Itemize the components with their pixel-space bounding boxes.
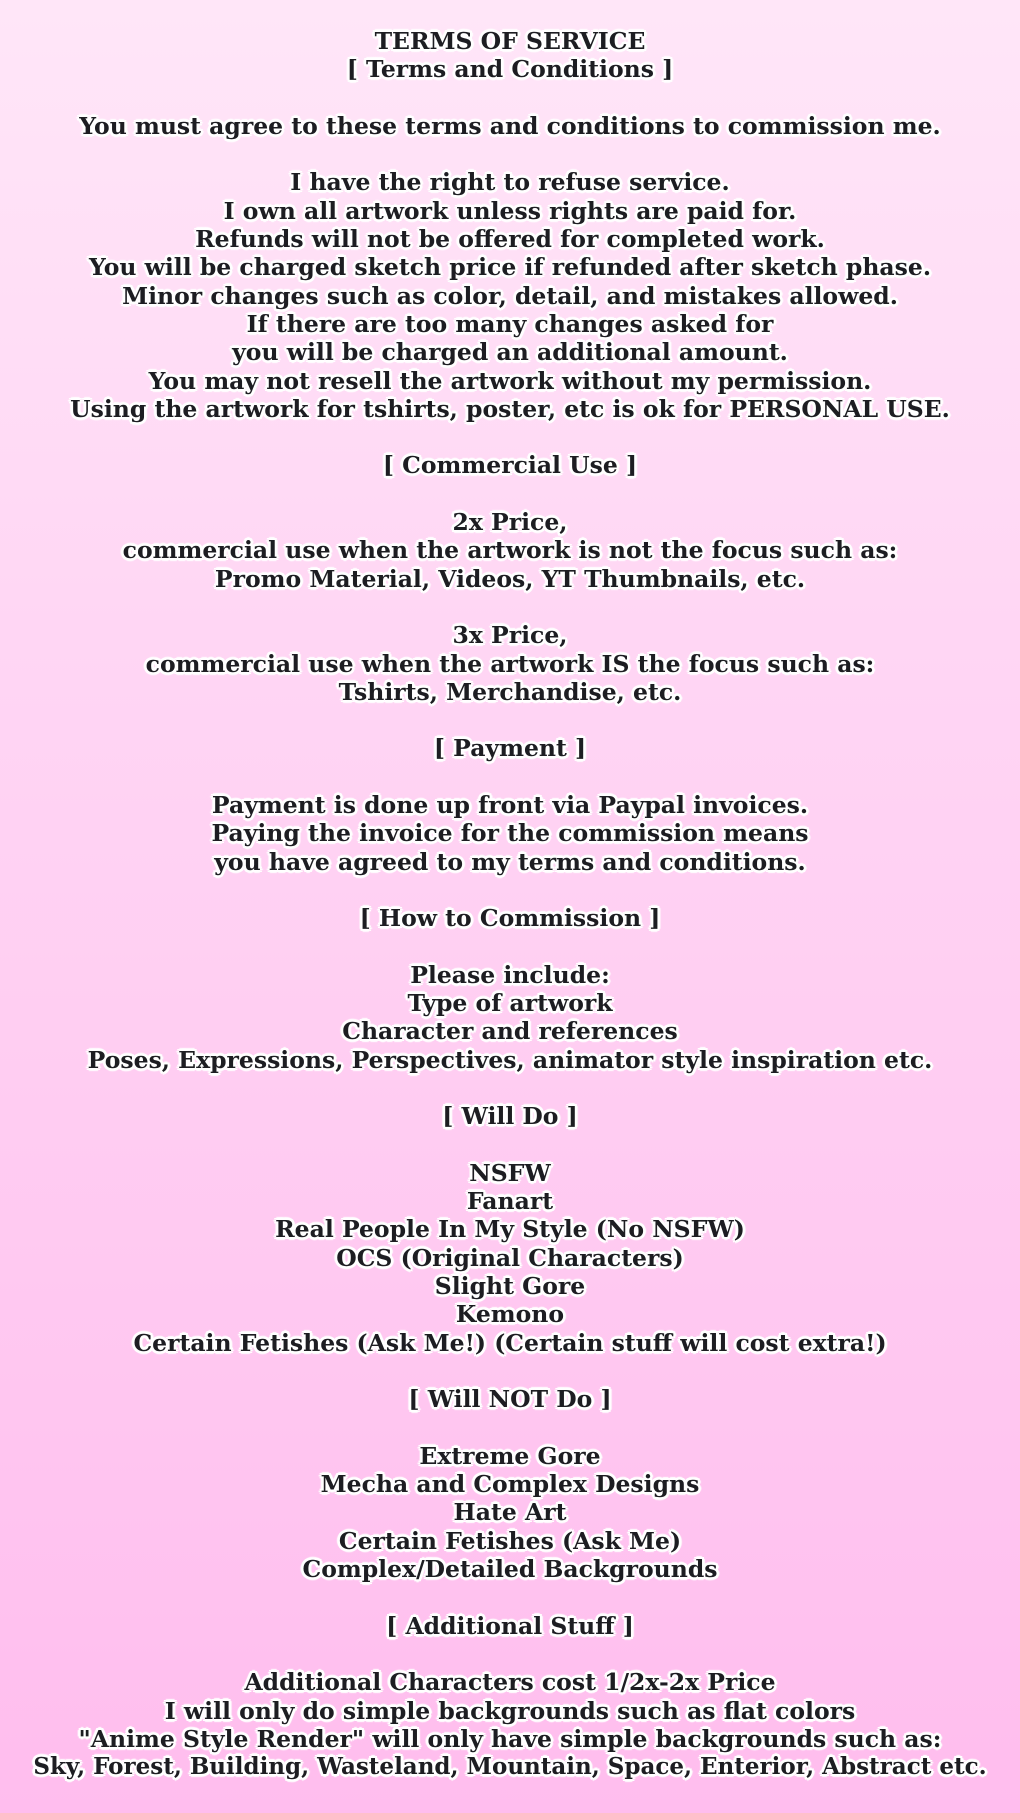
term-line: I own all artwork unless rights are paid for.: [223, 196, 797, 225]
commercial-use-heading: [ Commercial Use ]: [382, 451, 638, 480]
will-do-item: NSFW: [469, 1158, 551, 1187]
commercial-2x-line: commercial use when the artwork is not the focus such as:: [122, 536, 898, 565]
spacer: [0, 876, 1020, 904]
commercial-3x-line: 3x Price,: [452, 621, 568, 650]
intro-text: You must agree to these terms and conditions to commission me.: [79, 111, 941, 140]
term-line: Refunds will not be offered for completed work.: [195, 225, 825, 254]
spacer: [0, 1074, 1020, 1102]
will-do-heading: [ Will Do ]: [442, 1102, 578, 1131]
additional-line: Sky, Forest, Building, Wasteland, Mountain, Space, Enterior, Abstract etc.: [33, 1753, 987, 1781]
how-to-line: Please include:: [410, 960, 610, 989]
will-not-do-item: Hate Art: [453, 1498, 567, 1527]
commercial-2x-line: Promo Material, Videos, YT Thumbnails, etc.: [214, 564, 806, 593]
how-to-line: Character and references: [342, 1017, 678, 1046]
payment-line: Payment is done up front via Paypal invoices.: [211, 791, 809, 820]
will-not-do-item: Certain Fetishes (Ask Me): [338, 1526, 682, 1555]
spacer: [0, 140, 1020, 168]
will-do-item: Slight Gore: [434, 1272, 586, 1301]
payment-line: you have agreed to my terms and conditions.: [214, 847, 806, 876]
term-line: I have the right to refuse service.: [290, 168, 730, 197]
additional-stuff-heading: [ Additional Stuff ]: [386, 1611, 634, 1640]
additional-line: I will only do simple backgrounds such as flat colors: [164, 1696, 856, 1725]
term-line: you will be charged an additional amount.: [232, 338, 788, 367]
term-line: Minor changes such as color, detail, and mistakes allowed.: [122, 281, 898, 310]
spacer: [0, 84, 1020, 112]
will-do-item: OCS (Original Characters): [336, 1243, 684, 1272]
spacer: [0, 480, 1020, 508]
how-to-line: Poses, Expressions, Perspectives, animator style inspiration etc.: [87, 1045, 933, 1074]
how-to-line: Type of artwork: [407, 989, 613, 1018]
terms-heading: [ Terms and Conditions ]: [346, 55, 674, 84]
will-do-item: Real People In My Style (No NSFW): [275, 1215, 745, 1244]
spacer: [0, 1131, 1020, 1159]
will-do-item: Fanart: [466, 1187, 554, 1216]
commercial-3x-line: commercial use when the artwork IS the focus such as:: [145, 649, 875, 678]
spacer: [0, 1583, 1020, 1611]
will-do-item: Kemono: [455, 1300, 565, 1329]
additional-line: "Anime Style Render" will only have simple backgrounds such as:: [78, 1724, 942, 1753]
will-not-do-item: Mecha and Complex Designs: [320, 1470, 700, 1499]
spacer: [0, 1414, 1020, 1442]
spacer: [0, 1640, 1020, 1668]
spacer: [0, 1357, 1020, 1385]
how-to-commission-heading: [ How to Commission ]: [359, 904, 661, 933]
spacer: [0, 423, 1020, 451]
will-not-do-item: Complex/Detailed Backgrounds: [302, 1555, 718, 1584]
payment-line: Paying the invoice for the commission means: [211, 819, 809, 848]
will-not-do-item: Extreme Gore: [419, 1441, 601, 1470]
term-line: You will be charged sketch price if refunded after sketch phase.: [88, 253, 932, 282]
spacer: [0, 763, 1020, 791]
will-do-item: Certain Fetishes (Ask Me!) (Certain stuff will cost extra!): [133, 1328, 887, 1357]
term-line: If there are too many changes asked for: [246, 309, 774, 338]
will-not-do-heading: [ Will NOT Do ]: [408, 1385, 612, 1414]
spacer: [0, 593, 1020, 621]
commercial-3x-line: Tshirts, Merchandise, etc.: [338, 677, 682, 706]
additional-line: Additional Characters cost 1/2x-2x Price: [244, 1668, 776, 1697]
payment-heading: [ Payment ]: [433, 734, 587, 763]
term-line: Using the artwork for tshirts, poster, etc is ok for PERSONAL USE.: [70, 394, 950, 423]
spacer: [0, 706, 1020, 734]
page-title: TERMS OF SERVICE: [374, 27, 646, 55]
commercial-2x-line: 2x Price,: [452, 508, 568, 537]
term-line: You may not resell the artwork without my permission.: [148, 366, 872, 395]
spacer: [0, 933, 1020, 961]
